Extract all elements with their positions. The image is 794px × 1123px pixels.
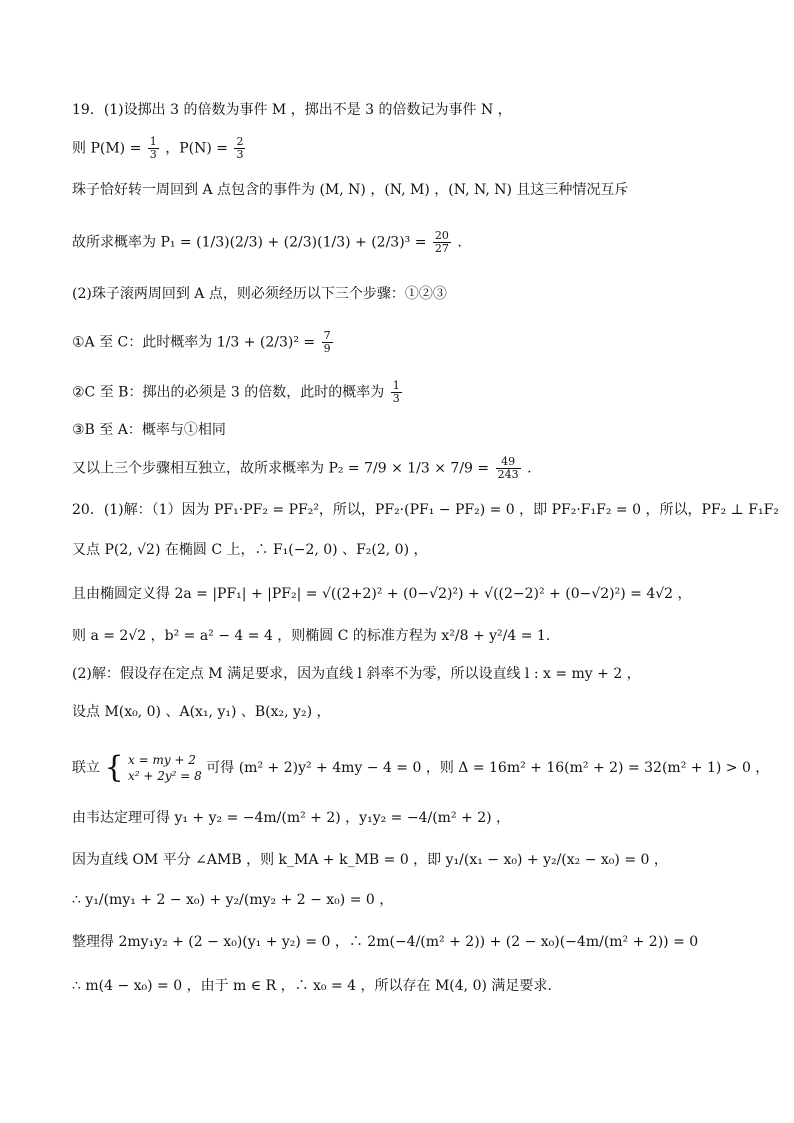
q20-line-10: ∴ y₁/(my₁ + 2 − x₀) + y₂/(my₂ + 2 − x₀) = 0 ， — [72, 892, 394, 908]
q20-line-8: 由韦达定理可得 y₁ + y₂ = −4m/(m² + 2) ，y₁y₂ = −4/(m² + 2) ， — [72, 810, 511, 826]
q19-line-5: (2)珠子滚两周回到 A 点，则必须经历以下三个步骤：①②③ — [72, 286, 447, 302]
fraction: $\frac{7}{9}$ — [323, 329, 331, 355]
fraction: $\frac{2}{3}$ — [236, 135, 244, 161]
q19-line-9: 又以上三个步骤相互独立，故所求概率为 P₂ = 7/9 × 1/3 × 7/9 = $\frac{49}{243}$ . — [72, 455, 532, 481]
q19-line-3: 珠子恰好转一周回到 A 点包含的事件为 (M, N) ，(N, M) ，(N, N, N) 且这三种情况互斥 — [72, 182, 629, 198]
q20-line-5: (2)解：假设存在定点 M 满足要求，因为直线 l 斜率不为零，所以设直线 l : x = my + 2 ， — [72, 666, 641, 682]
fraction: $\frac{1}{3}$ — [392, 379, 400, 405]
q19-line-7: ②C 至 B：掷出的必须是 3 的倍数，此时的概率为 $\frac{1}{3}$ — [72, 379, 400, 405]
fraction: $\frac{49}{243}$ — [497, 455, 519, 481]
left-brace: { — [104, 750, 124, 785]
q20-line-12: ∴ m(4 − x₀) = 0 ，由于 m ∈ R ，∴ x₀ = 4 ，所以存在 M(4, 0) 满足要求. — [72, 978, 552, 994]
q19-line-2: 则 P(M) = $\frac{1}{3}$ ，P(N) = $\frac{2}{3}$ — [72, 135, 244, 161]
q19-line-6: ①A 至 C：此时概率为 1/3 + (2/3)² = $\frac{7}{9}$ — [72, 329, 331, 355]
q20-line-9: 因为直线 OM 平分 ∠AMB ，则 k_MA + k_MB = 0 ，即 y₁/(x₁ − x₀) + y₂/(x₂ − x₀) = 0 ， — [72, 852, 668, 868]
q20-line-11: 整理得 2my₁y₂ + (2 − x₀)(y₁ + y₂) = 0 ，∴ 2m(−4/(m² + 2)) + (2 − x₀)(−4m/(m² + 2)) = 0 — [72, 934, 699, 950]
q19-line-8: ③B 至 A：概率与①相同 — [72, 422, 226, 438]
q19-line-4: 故所求概率为 P₁ = (1/3)(2/3) + (2/3)(1/3) + (2/3)³ = $\frac{20}{27}$ . — [72, 229, 462, 255]
q20-line-3: 且由椭圆定义得 2a = |PF₁| + |PF₂| = √((2+2)² + (0−√2)²) + √((2−2)² + (0−√2)²) = 4√2 ， — [72, 586, 692, 602]
q19-line-1: 19．(1)设掷出 3 的倍数为事件 M ，掷出不是 3 的倍数记为事件 N ， — [72, 102, 512, 118]
equation-system: x = my + 2 x² + 2y² = 8 — [128, 753, 202, 783]
q20-line-4: 则 a = 2√2 ，b² = a² − 4 = 4 ，则椭圆 C 的标准方程为 x²/8 + y²/4 = 1. — [72, 628, 551, 644]
q20-line-1: 20．(1)解：（1）因为 PF₁·PF₂ = PF₂²，所以，PF₂·(PF₁ − PF₂) = 0 ，即 PF₂·F₁F₂ = 0 ，所以，PF₂ ⊥ F₁F₂ — [72, 502, 779, 518]
q20-line-6: 设点 M(x₀, 0) 、A(x₁, y₁) 、B(x₂, y₂) ， — [72, 704, 331, 720]
q20-line-7: 联立 { x = my + 2 x² + 2y² = 8 可得 (m² + 2)y² + 4my − 4 = 0 ，则 Δ = 16m² + 16(m² + 2) = 32(m² + 1) > 0 ， — [72, 750, 770, 785]
fraction: $\frac{1}{3}$ — [149, 135, 157, 161]
q20-line-2: 又点 P(2, √2) 在椭圆 C 上，∴ F₁(−2, 0) 、F₂(2, 0) ， — [72, 542, 428, 558]
fraction: $\frac{20}{27}$ — [434, 229, 449, 255]
